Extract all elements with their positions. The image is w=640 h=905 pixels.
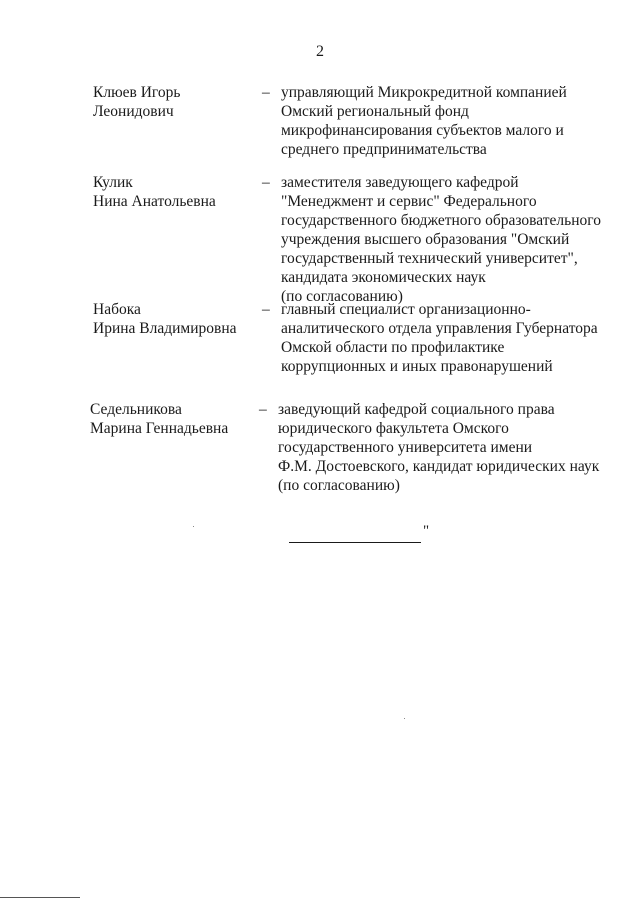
description-line: среднего предпринимательства (281, 141, 487, 158)
scan-speck (404, 718, 405, 719)
separator-dash: – (262, 174, 270, 191)
description-line: микрофинансирования субъектов малого и (281, 122, 564, 139)
description-line: коррупционных и иных правонарушений (281, 358, 553, 375)
description-line: заместителя заведующего кафедрой (281, 174, 519, 191)
closing-signature (289, 522, 439, 544)
member-name (90, 400, 260, 438)
member-description (281, 173, 621, 306)
member-name (93, 300, 263, 338)
page-number: 2 (316, 43, 324, 60)
description-line: заведующий кафедрой социального права (278, 401, 555, 418)
member-description (278, 400, 618, 495)
description-line: Омский региональный фонд (281, 103, 469, 120)
description-line: государственного университета имени (278, 439, 533, 456)
description-line: Омской области по профилактике (281, 339, 505, 356)
description-line: (по согласованию) (278, 477, 400, 494)
scan-speck (193, 526, 194, 527)
member-name (93, 173, 263, 211)
description-line: управляющий Микрокредитной компанией (281, 84, 567, 101)
scan-edge-line (0, 897, 80, 898)
member-name-line: Ирина Владимировна (93, 320, 237, 337)
closing-rule (289, 542, 421, 543)
description-line: аналитического отдела управления Губернатора (281, 320, 598, 337)
member-name-line: Нина Анатольевна (93, 193, 216, 210)
description-line: учреждения высшего образования "Омский (281, 231, 570, 248)
member-description (281, 300, 621, 376)
member-name-line: Клюев Игорь (93, 84, 181, 101)
description-line: государственного бюджетного образовательного (281, 212, 601, 229)
member-name-line: Седельникова (90, 401, 182, 418)
description-line: юридического факультета Омского (278, 420, 509, 437)
member-name (93, 83, 263, 121)
member-name-line: Набока (93, 301, 141, 318)
member-name-line: Леонидович (93, 103, 174, 120)
description-line: Ф.М. Достоевского, кандидат юридических наук (278, 458, 600, 475)
description-line: главный специалист организационно- (281, 301, 531, 318)
member-description (281, 83, 621, 159)
member-name-line: Марина Геннадьевна (90, 420, 229, 437)
description-line: (по согласованию) (281, 288, 403, 305)
closing-quote-mark: " (423, 523, 430, 539)
separator-dash: – (262, 301, 270, 318)
separator-dash: – (262, 84, 270, 101)
description-line: кандидата экономических наук (281, 269, 486, 286)
description-line: "Менеджмент и сервис" Федерального (281, 193, 537, 210)
separator-dash: – (259, 401, 267, 418)
member-name-line: Кулик (93, 174, 133, 191)
description-line: государственный технический университет", (281, 250, 578, 267)
